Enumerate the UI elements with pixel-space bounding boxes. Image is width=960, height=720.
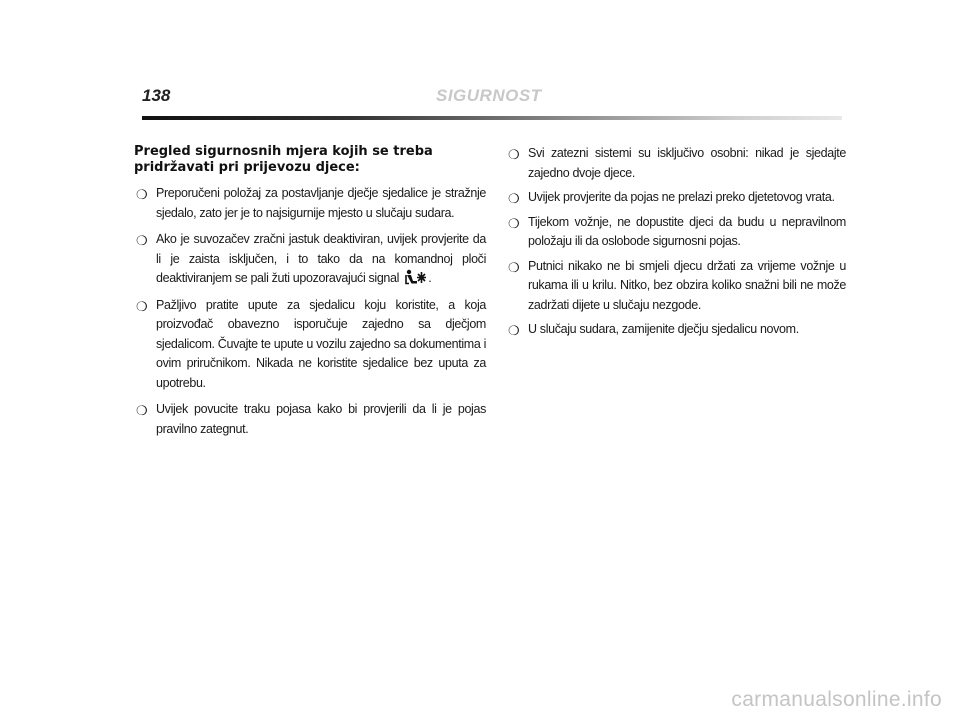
bullet-text-suffix: . [428,271,432,285]
right-bullet-list [506,144,846,340]
heading-line-2: pridržavati pri prijevozu djece: [134,160,360,175]
bullet-circle-icon: ❍ [136,298,148,314]
bullet-text: Preporučeni položaj za postavljanje dječje sjedalice je stražnje sjedalo, zato jer je to najsigurnije mjesto u slučaju sudara. [156,186,486,220]
bullet-text: Pažljivo pratite upute za sjedalicu koju koristite, a koja proizvođač obavezno isporučuje zajedno sa dječjom sjedalicom. Čuvajte te upute u vozilu zajedno sa dokumentima i ovim priručnikom. Nikada ne koristite sjedalice bez uputa za upotrebu. [156,297,486,390]
right-column [506,144,846,345]
left-bullet-list [134,184,486,439]
page-number: 138 [142,86,171,105]
section-heading [134,144,486,176]
bullet-circle-icon: ❍ [508,215,520,231]
bullet-circle-icon: ❍ [508,323,520,338]
bullet-text: Tijekom vožnje, ne dopustite djeci da budu u nepravilnom položaju ili da oslobode sigurnosni pojas. [528,214,846,248]
airbag-off-icon [404,269,426,285]
header-rule [142,116,842,120]
list-item [506,320,846,340]
left-column [134,144,486,446]
bullet-circle-icon: ❍ [136,403,148,418]
list-item [506,257,846,316]
list-item [134,296,486,394]
bullet-text: Putnici nikako ne bi smjeli djecu držati za vrijeme vožnje u rukama ili u krilu. Nitko, bez obzira koliko snažni bili ne može zadržati dijete u slučaju nezgode. [528,258,846,312]
list-item [506,144,846,183]
bullet-text: U slučaju sudara, zamijenite dječju sjedalicu novom. [528,322,799,336]
bullet-circle-icon: ❍ [136,187,148,202]
list-item [134,230,486,289]
section-title: SIGURNOST [436,86,542,105]
bullet-circle-icon: ❍ [136,233,148,248]
list-item [134,184,486,223]
bullet-circle-icon: ❍ [508,147,520,162]
heading-line-1: Pregled sigurnosnih mjera kojih se treba [134,144,433,159]
bullet-circle-icon: ❍ [508,191,520,206]
bullet-text: Svi zatezni sistemi su isključivo osobni: nikad je sjedajte zajedno dvoje djece. [528,146,846,180]
bullet-text: Uvijek provjerite da pojas ne prelazi preko djetetovog vrata. [528,190,835,204]
list-item [506,213,846,252]
bullet-text: Ako je suvozačev zračni jastuk deaktiviran, uvijek provjerite da li je zaista isključen, i to tako da na komandnoj ploči deaktiviranjem se pali žuti upozoravajući signal [156,232,486,285]
list-item [134,400,486,439]
list-item [506,188,846,208]
bullet-text: Uvijek povucite traku pojasa kako bi provjerili da li je pojas pravilno zategnut. [156,402,486,436]
bullet-circle-icon: ❍ [508,259,520,275]
watermark[interactable]: carmanualsonline.info [731,688,942,711]
